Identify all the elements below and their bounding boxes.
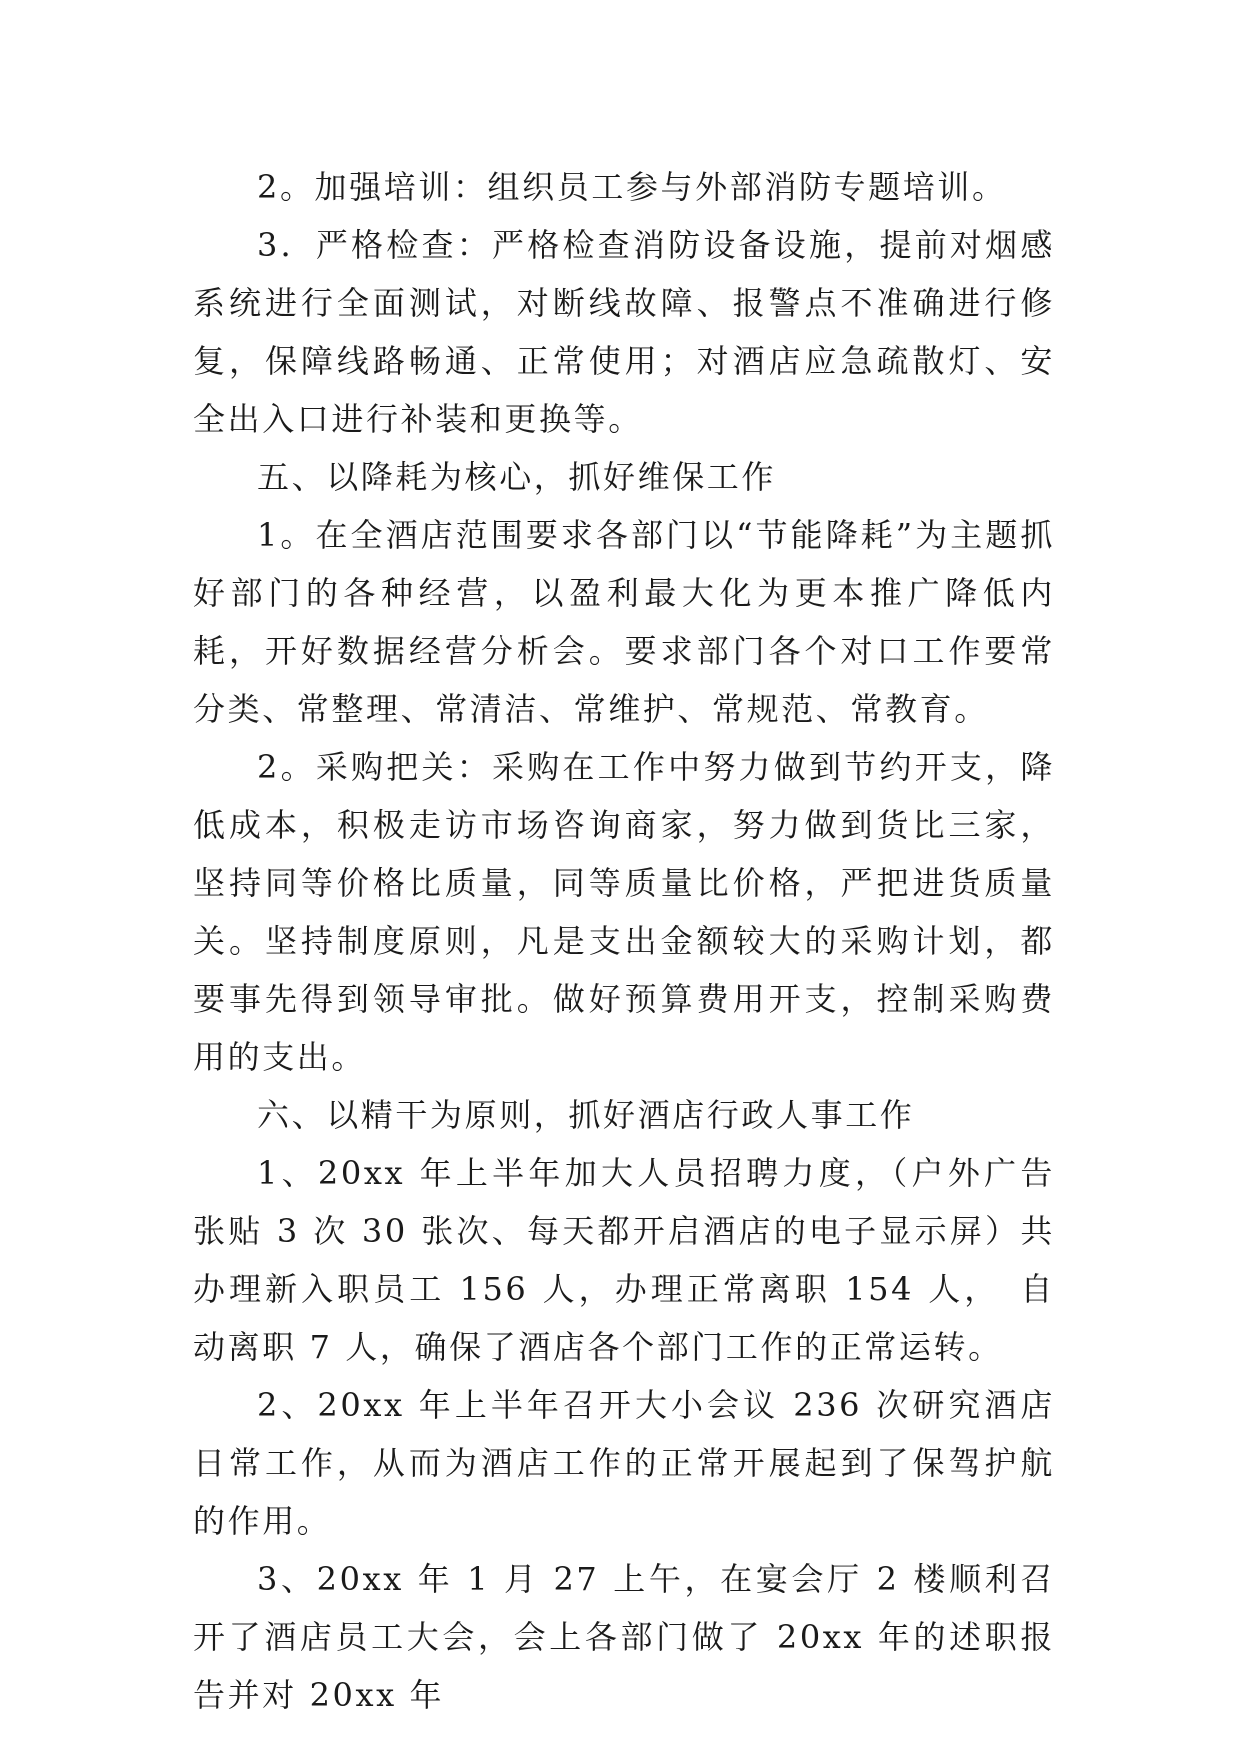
paragraph-staff-meeting: 3、20xx 年 1 月 27 上午，在宴会厅 2 楼顺利召开了酒店员工大会，会上各部门做了 20xx 年的述职报告并对 20xx 年 bbox=[193, 1560, 1055, 1714]
paragraph-recruitment: 1、20xx 年上半年加大人员招聘力度，（户外广告张贴 3 次 30 张次、每天都开启酒店的电子显示屏）共办理新入职员工 156 人，办理正常离职 154 人， 自动离职 7 人，确保了酒店各个部门工作的正常运转。 bbox=[193, 1154, 1055, 1366]
paragraph-energy-saving: 1。在全酒店范围要求各部门以“节能降耗”为主题抓好部门的各种经营，以盈利最大化为更本推广降低内耗，开好数据经营分析会。要求部门各个对口工作要常分类、常整理、常清洁、常维护、常规范、常教育。 bbox=[193, 516, 1055, 728]
paragraph-training: 2。加强培训：组织员工参与外部消防专题培训。 bbox=[257, 168, 1007, 206]
section-heading-maintenance: 五、以降耗为核心，抓好维保工作 bbox=[257, 458, 777, 496]
paragraph-inspection: 3．严格检查：严格检查消防设备设施，提前对烟感系统进行全面测试，对断线故障、报警点不准确进行修复，保障线路畅通、正常使用；对酒店应急疏散灯、安全出入口进行补装和更换等。 bbox=[193, 226, 1055, 438]
section-heading-administration: 六、以精干为原则，抓好酒店行政人事工作 bbox=[257, 1096, 915, 1134]
document-body bbox=[193, 158, 1055, 1724]
paragraph-meetings: 2、20xx 年上半年召开大小会议 236 次研究酒店日常工作，从而为酒店工作的正常开展起到了保驾护航的作用。 bbox=[193, 1386, 1055, 1540]
paragraph-procurement: 2。采购把关：采购在工作中努力做到节约开支，降低成本，积极走访市场咨询商家，努力做到货比三家，坚持同等价格比质量，同等质量比价格，严把进货质量关。坚持制度原则，凡是支出金额较大的采购计划，都要事先得到领导审批。做好预算费用开支，控制采购费用的支出。 bbox=[193, 748, 1055, 1076]
